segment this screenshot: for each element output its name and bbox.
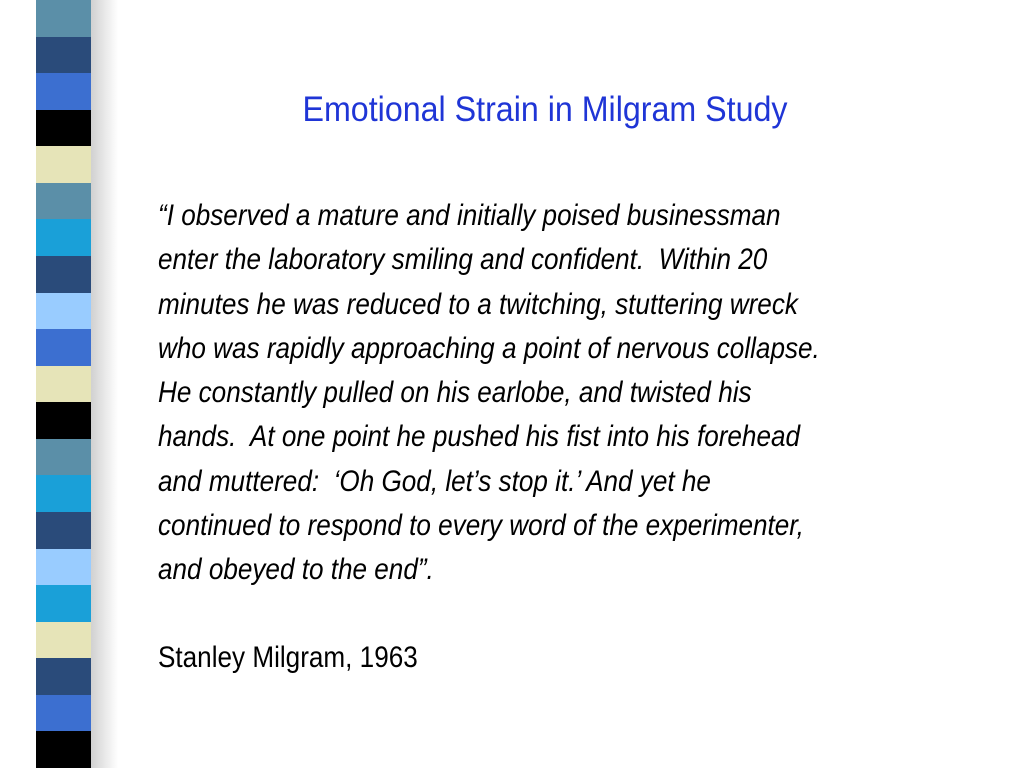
decorative-stripe: [36, 256, 91, 293]
decorative-stripe: [36, 731, 91, 768]
quote-attribution: Stanley Milgram, 1963: [158, 641, 418, 674]
decorative-stripe: [36, 622, 91, 659]
decorative-stripe: [36, 695, 91, 732]
stripe-shadow: [90, 0, 118, 768]
decorative-stripe: [36, 73, 91, 110]
quote-line: He constantly pulled on his earlobe, and twisted his: [158, 376, 752, 410]
decorative-stripe: [36, 585, 91, 622]
quote-line: and muttered: ‘Oh God, let’s stop it.’ And yet he: [158, 464, 711, 498]
decorative-stripe: [36, 439, 91, 476]
decorative-stripe: [36, 183, 91, 220]
decorative-stripe: [36, 475, 91, 512]
decorative-stripe: [36, 402, 91, 439]
decorative-stripe: [36, 293, 91, 330]
decorative-stripe: [36, 0, 91, 37]
decorative-stripe: [36, 146, 91, 183]
decorative-stripe: [36, 366, 91, 403]
decorative-stripe: [36, 512, 91, 549]
quote-line: who was rapidly approaching a point of nervous collapse.: [158, 331, 820, 365]
quote-line: hands. At one point he pushed his fist into his forehead: [158, 420, 801, 454]
slide-title: Emotional Strain in Milgram Study: [302, 90, 788, 129]
decorative-stripe: [36, 549, 91, 586]
decorative-stripe: [36, 37, 91, 74]
decorative-stripe-column: [0, 0, 118, 768]
quote-line: continued to respond to every word of the experimenter,: [158, 509, 804, 543]
decorative-stripe: [36, 219, 91, 256]
quote-line: minutes he was reduced to a twitching, stuttering wreck: [158, 287, 798, 321]
decorative-stripe: [36, 110, 91, 147]
decorative-stripe: [36, 658, 91, 695]
quote-line: “I observed a mature and initially poised businessman: [158, 199, 781, 232]
quote-block: [158, 194, 955, 593]
decorative-stripe: [36, 329, 91, 366]
quote-line: enter the laboratory smiling and confident. Within 20: [158, 243, 768, 277]
quote-line: and obeyed to the end”.: [158, 553, 434, 587]
